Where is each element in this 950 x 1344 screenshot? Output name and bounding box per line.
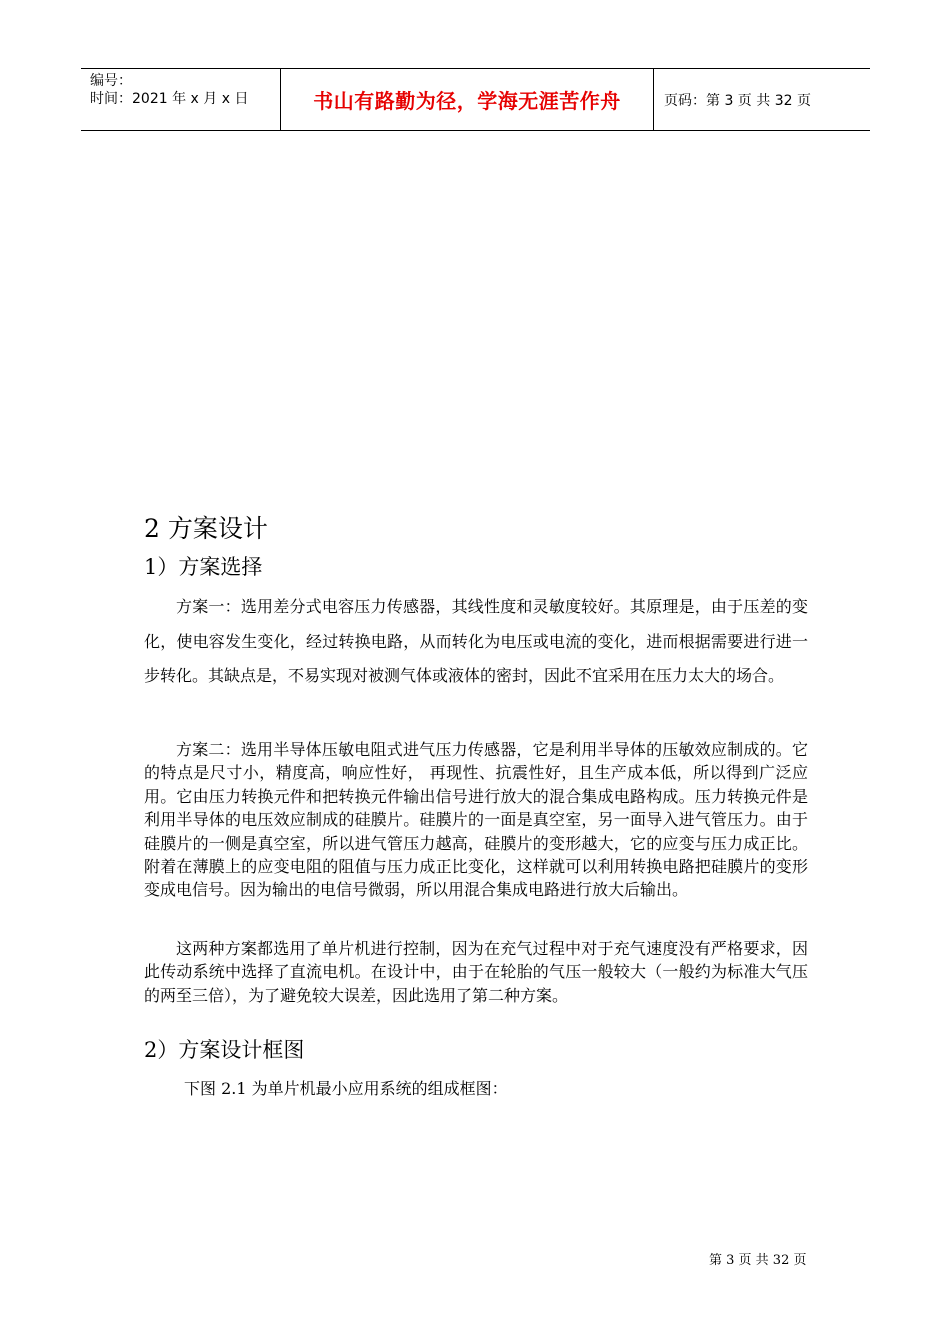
- paragraph-scheme-one: 方案一：选用差分式电容压力传感器，其线性度和灵敏度较好。其原理是，由于压差的变化，使电容发生变化，经过转换电路，从而转化为电压或电流的变化，进而根据需要进行进一步转化。其缺点是，不易实现对被测气体或液体的密封，因此不宜采用在压力太大的场合。: [144, 597, 808, 685]
- section-title: 2 方案设计: [144, 514, 268, 543]
- page-header: [81, 68, 870, 131]
- header-motto-cell: [281, 69, 654, 130]
- header-motto: 书山有路勤为径，学海无涯苦作舟: [313, 89, 621, 113]
- page-footer: 第 3 页 共 32 页: [709, 1253, 807, 1268]
- paragraph-scheme-two: 方案二：选用半导体压敏电阻式进气压力传感器，它是利用半导体的压敏效应制成的。它的特点是尺寸小，精度高，响应性好， 再现性、抗震性好，且生产成本低，所以得到广泛应用。它由压力转换元件和把转换元件输出信号进行放大的混合集成电路构成。压力转换元件是利用半导体的电压效应制成的硅膜片。硅膜片的一面是真空室，另一面导入进气管压力。由于硅膜片的一侧是真空室，所以进气管压力越高，硅膜片的变形越大，它的应变与压力成正比。附着在薄膜上的应变电阻的阻值与压力成正比变化，这样就可以利用转换电路把硅膜片的变形变成电信号。因为输出的电信号微弱，所以用混合集成电路进行放大后输出。: [144, 740, 808, 900]
- document-date: 时间：2021 年 x 月 x 日: [90, 91, 249, 107]
- subsection-title-block-diagram: 2）方案设计框图: [144, 1038, 305, 1062]
- header-page-info: 页码：第 3 页 共 32 页: [664, 92, 811, 109]
- header-info-cell: [81, 69, 281, 130]
- paragraph-comparison: 这两种方案都选用了单片机进行控制，因为在充气过程中对于充气速度没有严格要求，因此传动系统中选择了直流电机。在设计中，由于在轮胎的气压一般较大（一般约为标准大气压的两至三倍），为了避免较大误差，因此选用了第二种方案。: [144, 939, 808, 1005]
- subsection-title-scheme-selection: 1）方案选择: [144, 555, 263, 579]
- figure-caption: 下图 2.1 为单片机最小应用系统的组成框图：: [184, 1079, 508, 1098]
- document-number-label: 编号：: [90, 73, 132, 89]
